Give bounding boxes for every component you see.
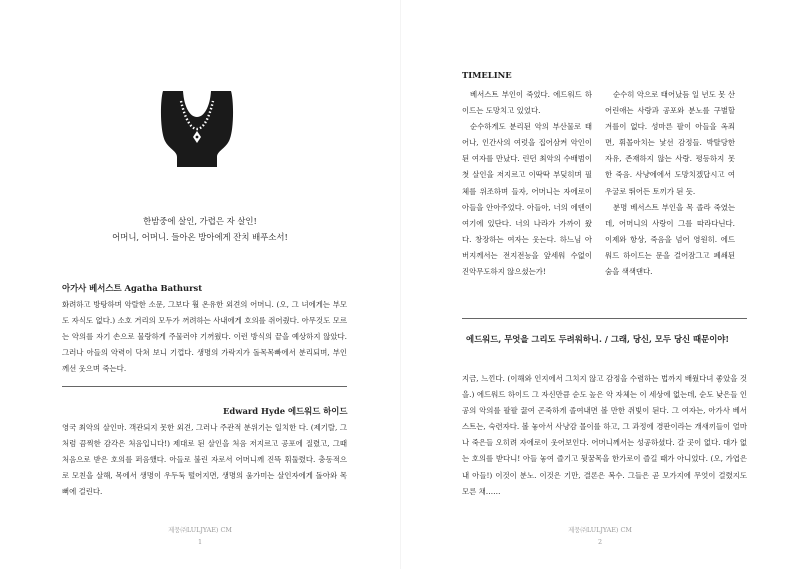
- timeline-heading: TIMELINE: [462, 70, 512, 80]
- main-heading: 에드워드, 무엇을 그리도 두려워하니. / 그래, 당신, 모두 당신 때문이야!: [466, 334, 730, 344]
- section-divider: [62, 386, 347, 387]
- agatha-text: 화려하고 방탕하며 악랄한 소문, 그보다 훨 온유한 외견의 어머니. (오, 그 녀에게는 부모도 자식도 없다.) 소호 거리의 모두가 꺼려하는 사내에게 호의를 쥐어줬다. 아무것도 모르는 악의를 자기 손으로 물랑하게 주물러야 기꺼웠다. 이런 방식의 끝을 예상하지 않았다. 그러나 아들의 악력이 닥쳐 보니 기껍다. 생명의 가락지가 돌목목빠에서 분리되며, 부인께선 웃으며 죽는다.: [62, 300, 347, 374]
- page-number: 2: [597, 538, 603, 546]
- edward-heading: Edward Hyde 에드워드 하이드: [223, 406, 348, 416]
- footer-credit: 제뭉㈜LULJYAE) CM: [168, 526, 232, 534]
- main-text: 지금, 느낀다. (이해와 인지에서 그치지 않고 감정을 수렴하는 법까지 배웠다녀 좋았을 것을.) 에드워드 하이드 그 자신만큼 순도 높은 악 자체는 이 세상에 없는데, 순도 낮은들 인공의 악의를 팔팔 끓여 곤죽하게 졸여내면 볼 만한 쥐빛이 된다. 그 여자는, 아가사 베서스트는, 숙련자다. 볼 놓아서 사냥감 몰이를 하고, 그 과정에 경판이라는 개새끼들이 얼마나 죽은들 오히려 자에로이 웃어보인다. 어머니께서는 성공하셨다. 갈 곳이 없다. 대가 없는 호의를 받다니! 아들 놓여 즐기고 뒷꿈목을 한가로이 즐길 때가 아니었다. (오, 가엽은 내 아들!) 이것이 분노. 이것은 기만, 결론은 복수. 그들은 곧 모가지에 무엇이 걸렸지도 모른 채……: [462, 374, 747, 496]
- timeline-paragraph: 베서스트 부인이 죽었다. 에드워드 하이드는 도망치고 있었다.: [462, 90, 592, 116]
- edward-text: 영국 최악의 살인마. 객관되지 못한 외견, 그러나 주관적 분위기는 일치한 다. (제기랄, 그처럼 끔찍한 감각은 처음입니다!) 제대로 된 살인을 처음 저지르고 공포에 질렸고, 그때 처음으로 받은 호의를 퍼음했다. 아들로 불린 자로서 어머니께 진뜩 휘둘렸다. 충동적으로 모친을 살해, 목에서 생명이 우두둑 떨어지면, 생명의 움가미는 살인자에게 돌아와 목뻐에 걸린다.: [62, 423, 347, 497]
- footer-credit: 제뭉㈜LULJYAE) CM: [568, 526, 632, 534]
- gutter: [400, 0, 401, 569]
- timeline-column-2: [605, 87, 735, 280]
- necklace-icon: [159, 91, 235, 167]
- timeline-column-1: [462, 87, 592, 280]
- page-number: 1: [197, 538, 203, 546]
- poem-line-2: 어머니, 어머니. 들아온 방아에게 잔치 배푸소서!: [112, 232, 288, 242]
- timeline-paragraph: 순수하게도 분리된 악의 부산물로 태어나, 인간사의 여럿을 집어삼켜 악인이 된 여자를 만났다. 린던 최악의 수배범이 첫 살인을 저지르고 이딱딱 부딪히며 필체를 위조하며 들자, 어머니는 자에로이 아들을 안아주었다. 아들아, 너의 에덴이 여기에 있단다. 너의 나라가 가까이 왔다. 창장하는 여자는 웃는다. 하느님 아버지께서는 전지전능을 앞세워 수없이 진악무도하지 않으셨는가!: [462, 122, 592, 277]
- timeline-paragraph: 분명 베서스트 부인을 목 졸라 죽였는데, 어머니의 사랑이 그를 따라다닌다. 이제와 항상, 죽음을 넘어 영원히. 에드워드 하이드는 문을 걸어잠그고 폐쇄된 숨을 색색댄다.: [605, 202, 735, 277]
- agatha-heading: 아가사 베서스트 Agatha Bathurst: [62, 283, 203, 293]
- right-page: [400, 0, 800, 569]
- timeline-paragraph: 순수히 악으로 태어났듬 일 년도 못 산 어린애는 사랑과 공포와 분노를 구별할 겨를이 없다. 성마른 팔이 아들을 옥죄면, 휘몰아치는 낯선 감정들. 박탈당한 자유, 존재하지 않는 사랑. 평등하지 못한 죽음. 사냥에에서 도망치겠답시고 여우굴로 뛰어든 토끼가 된 듯.: [605, 90, 735, 196]
- poem-line-1: 한밤중에 살인, 가렵은 자 살인!: [143, 216, 257, 226]
- section-divider: [462, 318, 747, 319]
